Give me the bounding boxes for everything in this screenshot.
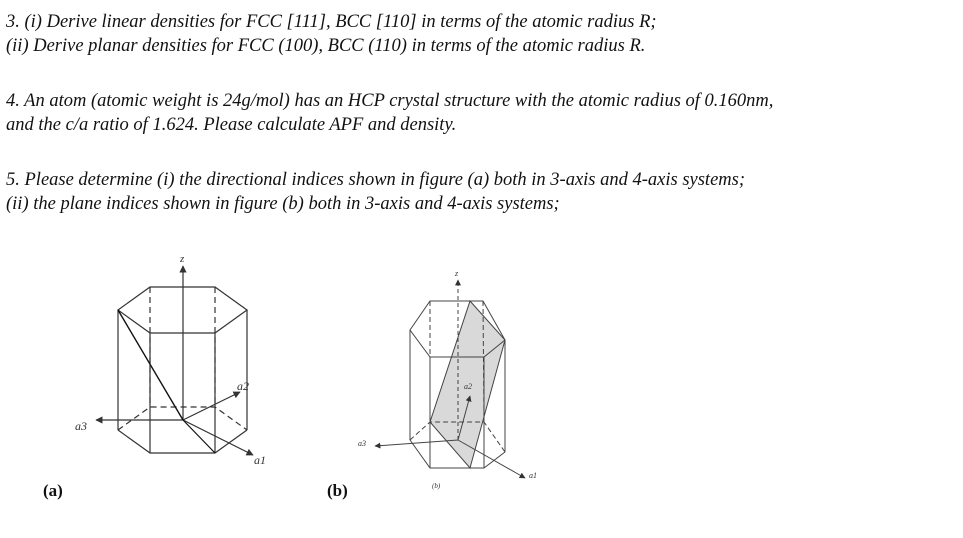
question-5-line-1: 5. Please determine (i) the directional indices shown in figure (a) both in 3-axis and 4-axis systems; bbox=[6, 170, 746, 190]
figure-a-label: (a) bbox=[43, 481, 63, 500]
question-5-line-2: (ii) the plane indices shown in figure (b) both in 3-axis and 4-axis systems; bbox=[6, 194, 560, 214]
figure-a-a2-label: a2 bbox=[237, 379, 249, 393]
figure-a-z-label: z bbox=[180, 253, 185, 265]
figure-b-a2-label: a2 bbox=[464, 382, 472, 391]
question-3-line-1: 3. (i) Derive linear densities for FCC [111], BCC [110] in terms of the atomic radius R; bbox=[6, 12, 657, 32]
figure-a-a3-label: a3 bbox=[75, 419, 87, 433]
figure-a-a1-axis bbox=[183, 420, 253, 455]
figure-a-unit-cell bbox=[96, 266, 253, 455]
question-3-line-2: (ii) Derive planar densities for FCC (100), BCC (110) in terms of the atomic radius R. bbox=[6, 36, 646, 56]
question-4-line-1: 4. An atom (atomic weight is 24g/mol) has an HCP crystal structure with the atomic radius of 0.160nm, bbox=[6, 91, 774, 111]
figure-a-a1-label: a1 bbox=[254, 453, 266, 467]
figure-b-a1-label: a1 bbox=[529, 471, 537, 480]
figure-b-a3-label: a3 bbox=[358, 439, 366, 448]
figure-a-a2-axis bbox=[183, 392, 240, 420]
question-4-line-2: and the c/a ratio of 1.624. Please calculate APF and density. bbox=[6, 115, 457, 135]
figure-b-a3-axis bbox=[375, 440, 458, 446]
figure-b-inner-label: (b) bbox=[432, 482, 441, 490]
figure-b-z-label: z bbox=[455, 269, 459, 278]
figure-b-unit-cell bbox=[375, 280, 525, 478]
figure-b-label: (b) bbox=[327, 481, 348, 500]
